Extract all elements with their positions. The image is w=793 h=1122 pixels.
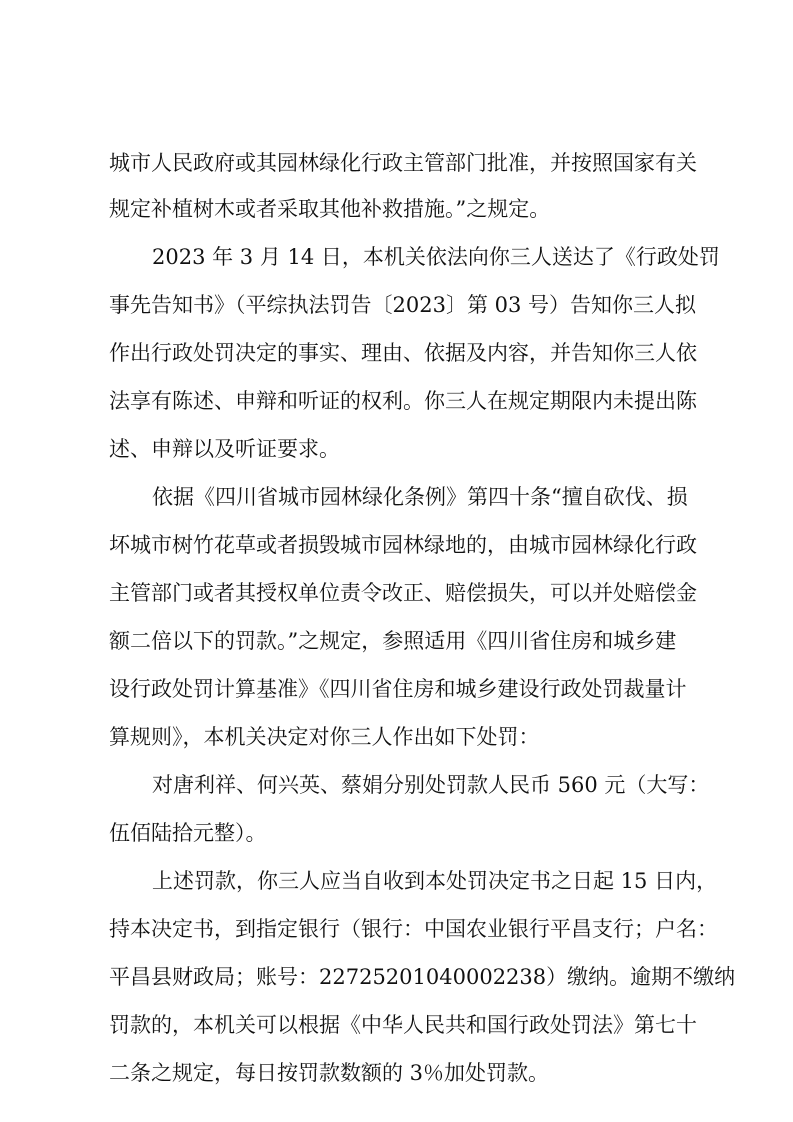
paragraph-line: 法享有陈述、申辩和听证的权利。你三人在规定期限内未提出陈: [109, 389, 697, 413]
paragraph-line: 2023 年 3 月 14 日，本机关依法向你三人送达了《行政处罚: [152, 245, 720, 269]
paragraph-line: 罚款的，本机关可以根据《中华人民共和国行政处罚法》第七十: [109, 1013, 697, 1037]
paragraph-line: 对唐利祥、何兴英、蔡娟分别处罚款人民币 560 元（大写：: [152, 773, 710, 797]
paragraph-line: 述、申辩以及听证要求。: [109, 437, 340, 461]
paragraph-line: 伍佰陆拾元整）。: [109, 821, 267, 845]
paragraph-line: 设行政处罚计算基准》《四川省住房和城乡建设行政处罚裁量计: [109, 677, 687, 701]
paragraph-line: 平昌县财政局；账号：22725201040002238）缴纳。逾期不缴纳: [109, 965, 736, 989]
paragraph-line: 城市人民政府或其园林绿化行政主管部门批准，并按照国家有关: [109, 151, 697, 175]
paragraph-line: 事先告知书》（平综执法罚告〔2023〕第 03 号）告知你三人拟: [109, 293, 697, 317]
paragraph-line: 规定补植树木或者采取其他补救措施。”之规定。: [109, 197, 551, 221]
paragraph-line: 二条之规定，每日按罚款数额的 3％加处罚款。: [109, 1061, 550, 1085]
paragraph-line: 依据《四川省城市园林绿化条例》第四十条“擅自砍伐、损: [152, 485, 688, 509]
paragraph-line: 主管部门或者其授权单位责令改正、赔偿损失，可以并处赔偿金: [109, 581, 697, 605]
paragraph-line: 持本决定书，到指定银行（银行：中国农业银行平昌支行；户名：: [109, 917, 718, 941]
paragraph-line: 上述罚款，你三人应当自收到本处罚决定书之日起 15 日内，: [152, 869, 718, 893]
paragraph-line: 额二倍以下的罚款。”之规定，参照适用《四川省住房和城乡建: [109, 629, 677, 653]
paragraph-line: 坏城市树竹花草或者损毁城市园林绿地的，由城市园林绿化行政: [109, 533, 697, 557]
paragraph-line: 作出行政处罚决定的事实、理由、依据及内容，并告知你三人依: [109, 341, 697, 365]
paragraph-line: 算规则》，本机关决定对你三人作出如下处罚：: [109, 725, 540, 749]
